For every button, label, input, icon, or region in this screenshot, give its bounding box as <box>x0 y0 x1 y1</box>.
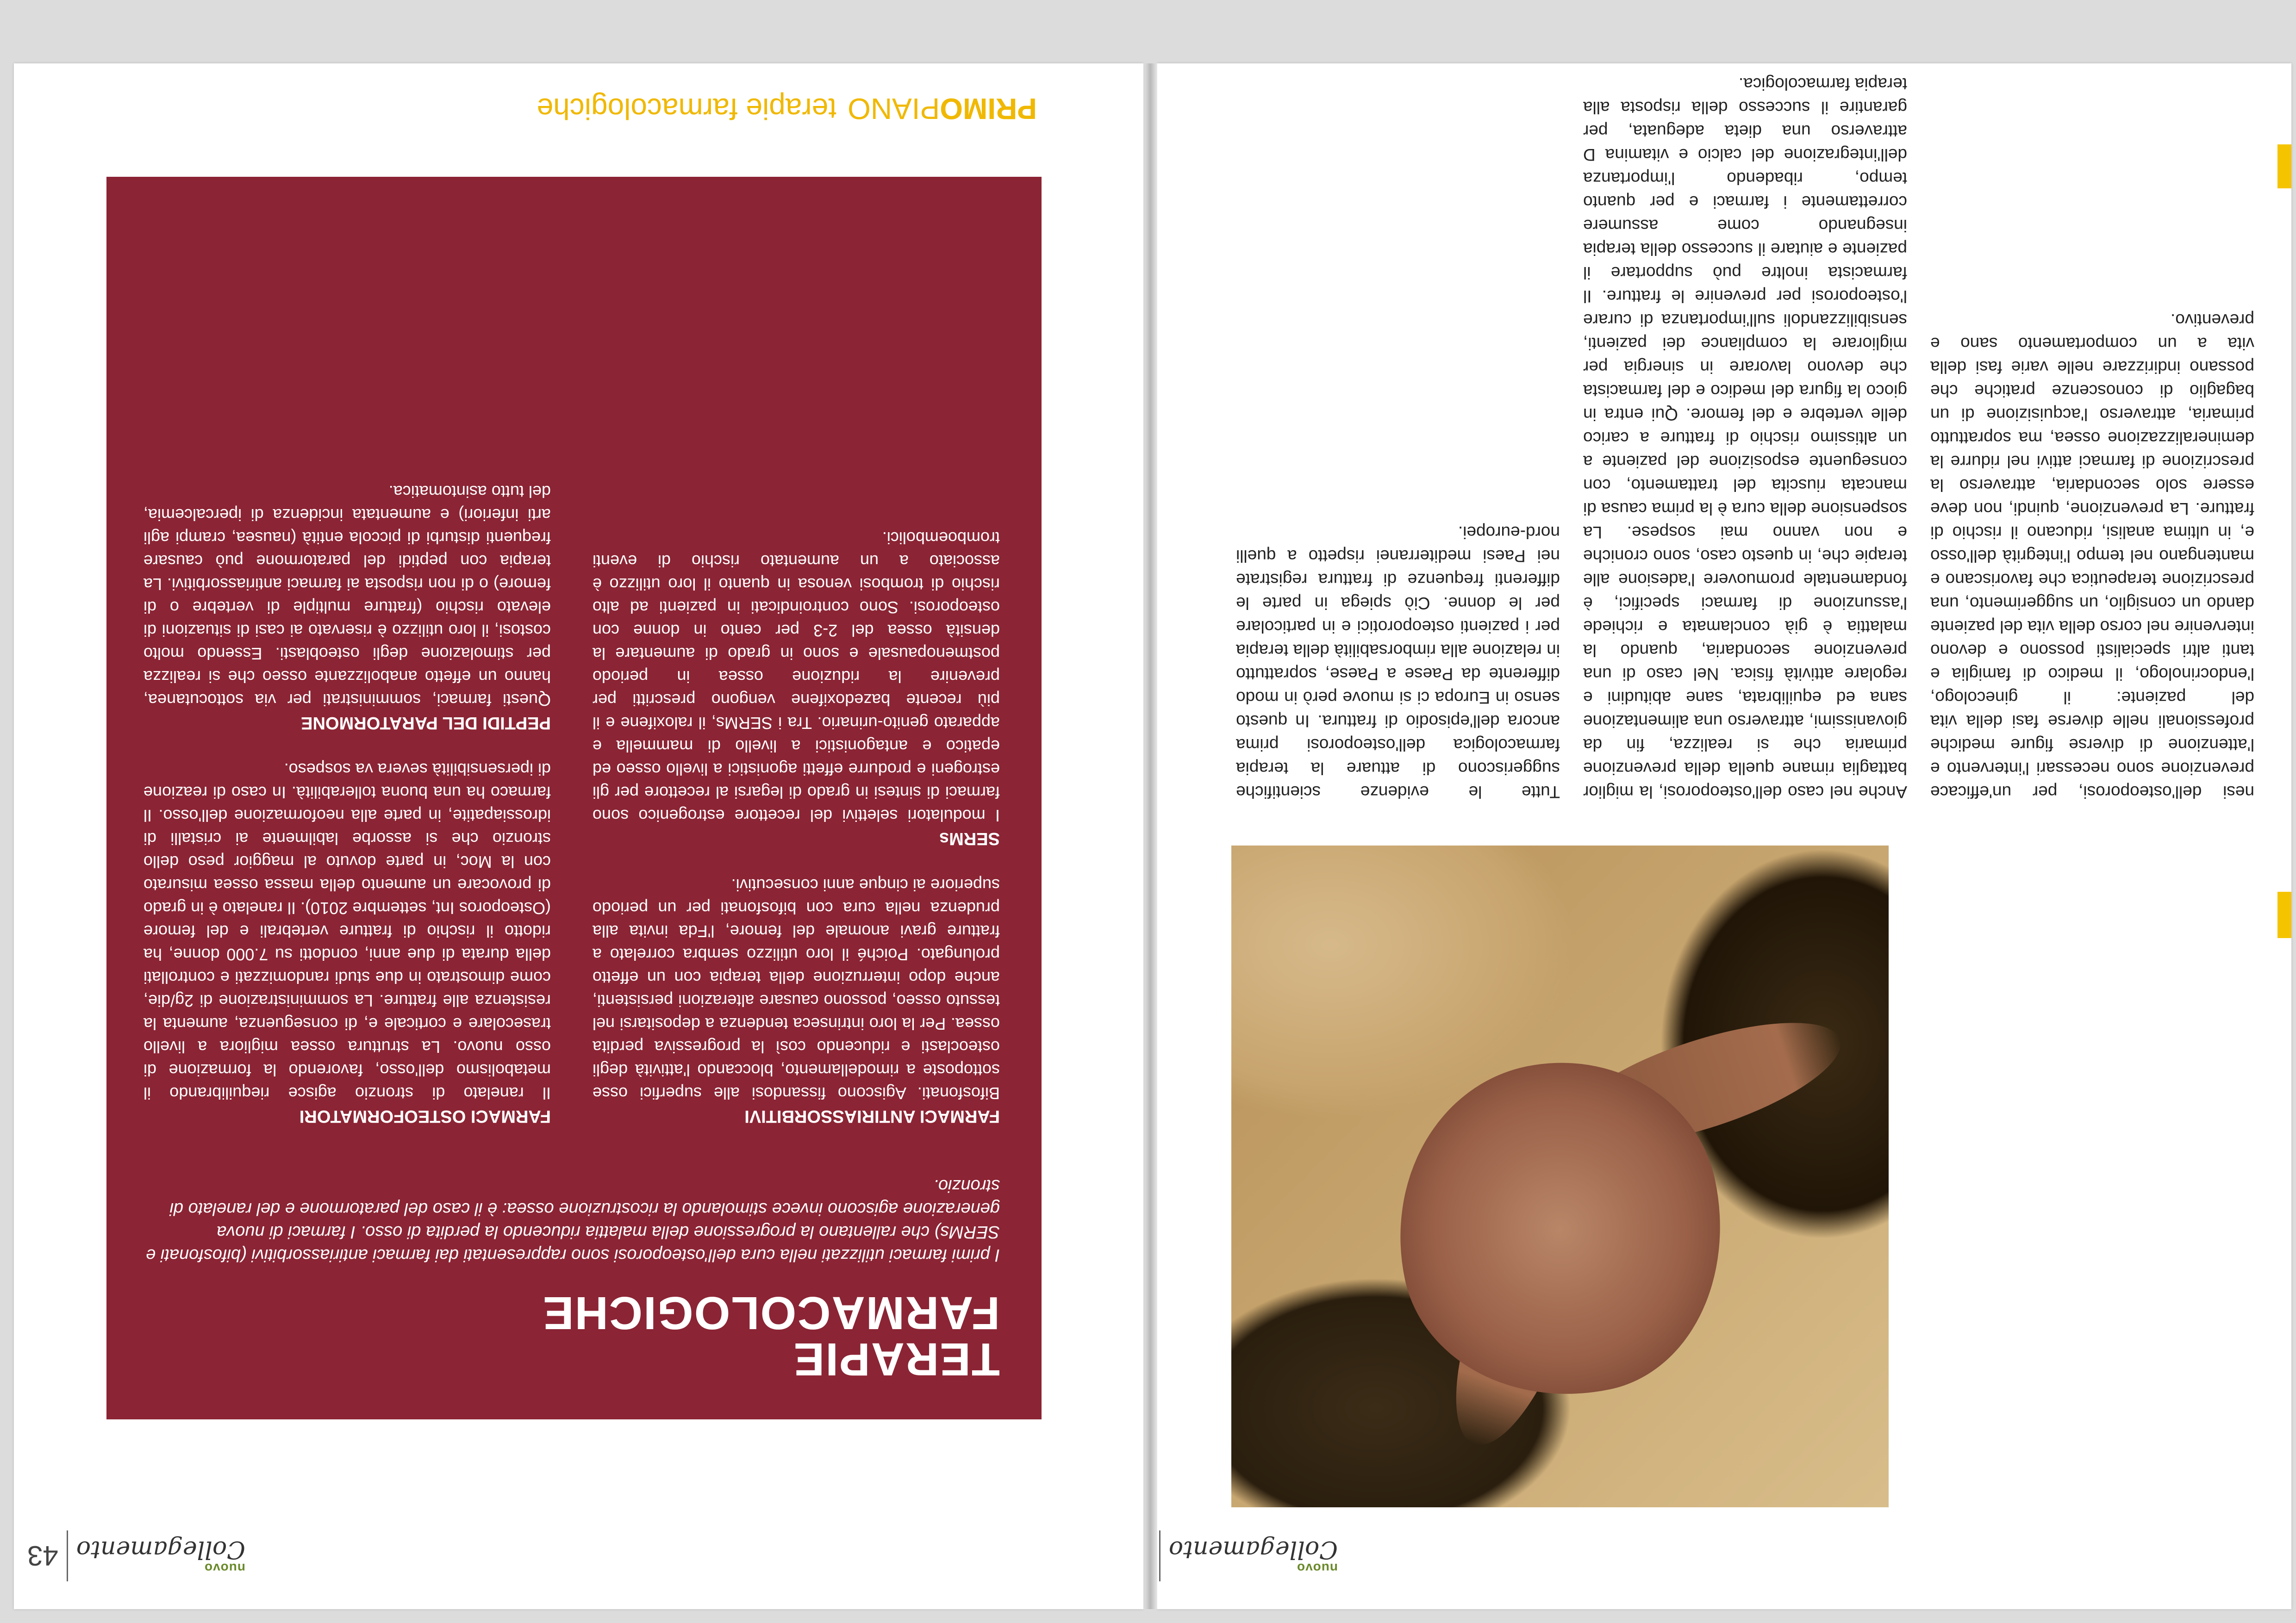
section-piano: PIANO <box>848 92 940 125</box>
logo-collegamento: Collegamento <box>1168 1536 1338 1563</box>
article-column-1 <box>1930 308 2254 804</box>
section-topic: terapie farmacologiche <box>537 92 837 125</box>
section-primo: PRIMO <box>940 92 1037 125</box>
section-heading: SERMs <box>939 829 1000 848</box>
article-paragraph: Tutte le evidenze scientifiche suggeriscono di attuare la terapia farmacologica dell'osteoporosi prima ancora dell'episodio di frattura. In questo senso in Europa ci si muove però in modo differente da Paese a Paese, soprattutto in relazione alla rimborsabilità della terapia per i pazienti osteoporotici e in particolare per le donne. Ciò spiega in parte le differenti frequenze di frattura registrate nei Paesi mediterranei rispetto a quelli nord-europei. <box>1236 523 1560 802</box>
article-column-2 <box>1583 72 1907 804</box>
section-text: I modulatori selettivi del recettore estrogenico sono farmaci di sintesi in grado di legarsi al recettore per gli estrogeni e produrre effetti agonistici a livello osseo ed epatico e antagonistici a livello di mammella e apparato genito-urinario. Tra i SERMs, il raloxifene e il più recente bazedoxifene vengono prescritti per prevenire la riduzione ossea in periodo postmenopausale e sono in grado di aumentare la densità ossea del 2-3 per cento in donne con osteoporosi. Sono controindicati in pazienti ad alto rischio di trombosi venosa in quanto il loro utilizzo è associato a un aumentato rischio di eventi tromboembolici. <box>593 529 1000 825</box>
section-header <box>537 94 1037 124</box>
page-42 <box>1157 63 2291 1609</box>
page-number: 43 <box>27 1540 58 1572</box>
section-heading: FARMACI OSTEOFORMATORI <box>299 1107 551 1126</box>
section-text: Il ranelato di stronzio agisce riequilibrando il metabolismo dell'osso, favorendo la formazione di osso nuovo. La struttura ossea migliora a livello trasecolare e corticale e, di conseguenza, aumenta la resistenza alle fratture. La somministrazione di 2g/die, come dimostrato in due studi randomizzati e controllati della durata di due anni, condotti su 7.000 donne, ha ridotto il rischio di fratture vertebrali e del femore (Osteoporos Int, settembre 2010). Il ranelato è in grado di provocare un aumento della massa ossea misurato con la Moc, in parte dovuto al maggior peso dello stronzio che si assorbe labilmente ai cristalli di idrossiapatite, in parte alla neoformazione dell'osso. Il farmaco ha una buona tollerabilità. In caso di reazione di ipersensibilità severa va sospeso. <box>144 760 551 1103</box>
yellow-marker <box>2277 892 2291 938</box>
therapies-box <box>106 177 1042 1419</box>
box-title-line-2: FARMACOLOGICHE <box>542 1287 1000 1339</box>
magazine-logo <box>76 1537 245 1574</box>
section-heading: PEPTIDI DEL PARATORMONE <box>301 713 551 733</box>
spread-gutter <box>1143 63 1157 1609</box>
box-title <box>542 1287 1000 1385</box>
section-text: Bifosfonati. Agiscono fissandosi alle superfici osse sottoposte a rimodellamento, bloccando l'attività degli osteoclasti e riducendo così la progressiva perdita ossea. Per la loro intrinseca tendenza a depositarsi nel tessuto osseo, possono causare alterazioni persistenti, anche dopo interruzione della terapia con un effetto prolungato. Poiché il loro utilizzo sembra correlato a fratture gravi anomale del femore, l'Fda invita alla prudenza nella cura con bifosfonati per un periodo superiore ai cinque anni consecutivi. <box>593 876 1000 1103</box>
folio-43 <box>27 1530 245 1581</box>
article-column-3 <box>1236 521 1560 804</box>
box-column-2 <box>144 457 551 1128</box>
folio-divider <box>67 1530 68 1581</box>
section-text: Questi farmaci, somministrati per via sottocutanea, hanno un effetto anabolizzante osseo che si realizza per stimolazione degli osteoblasti. Essendo molto costosi, il loro utilizzo è riservato ai casi di situazioni di elevato rischio (fratture multiple di vertebre o di femore) o di non risposta ai farmaci antiriassorbitivi. La terapia con peptidi del paratormone può causare frequenti disturbi di piccola entità (nausea, crampi agli arti inferiori) e aumentata incidenza di ipercalcemia, del tutto asintomatica. <box>144 482 551 709</box>
section-heading: FARMACI ANTIRIASSORBITIVI <box>744 1107 1000 1126</box>
box-column-1 <box>593 503 1000 1128</box>
logo-nuovo: nuovo <box>1297 1561 1338 1575</box>
box-title-line-1: TERAPIE <box>792 1333 1000 1385</box>
article-paragraph: nesi dell'osteoporosi, per un'efficace prevenzione sono necessari l'intervento e l'attenzione di diverse figure mediche professionali nelle diverse fasi della vita del paziente: il ginecologo, l'endocrinologo, il medico di famiglia e tanti altri specialisti possono e devono intervenire nel corso della vita del paziente dando un consiglio, un suggerimento, una prescrizione terapeutica che favoriscano e mantengano nel tempo l'integrità dell'osso e, in ultima analisi, riducano il rischio di fratture. La prevenzione, quindi, non deve essere solo secondaria, attraverso la prescrizione di farmaci attivi nel ridurre la demineralizzazione ossea, ma soprattutto primaria, attraverso l'acquisizione di un bagaglio di conoscenze pratiche che possano indirizzare nelle varie fasi della vita a un comportamento sano e preventivo. <box>1930 311 2254 802</box>
folio-divider <box>1159 1530 1160 1581</box>
bone-micrograph-image <box>1231 846 1889 1507</box>
logo-nuovo: nuovo <box>204 1561 245 1575</box>
article-paragraph: Anche nel caso dell'osteoporosi, la miglior battaglia rimane quella della prevenzione primaria che si realizza, fin da giovanissimi, attraverso una alimentazione sana ed equilibrata, sane abitudini e regolare attività fisica. Nel caso di una prevenzione secondaria, quando la malattia è già conclamata e richiede l'assunzione di farmaci specifici, è fondamentale promuovere l'adesione alle terapie che, in questo caso, sono croniche e non vanno mai sospese. La sospensione della cura è la prima causa di mancata riuscita del trattamento, con conseguente esposizione del paziente a un altissimo rischio di fratture a carico delle vertebre e del femore. Qui entra in gioco la figura del medico e del farmacista che devono lavorare in sinergia per migliorare la compliance dei pazienti, sensibilizzandoli sull'importanza di curare l'osteoporosi per prevenire le fratture. Il farmacista inoltre può supportare il paziente e aiutare il successo della terapia insegnando come assumere correttamente i farmaci e per quanto tempo, ribadendo l'importanza dell'integrazione del calcio e vitamina D attraverso una dieta adeguata, per garantire il successo della risposta alla terapia farmacologica. <box>1583 75 1907 802</box>
yellow-marker <box>2277 144 2291 188</box>
logo-collegamento: Collegamento <box>76 1536 245 1563</box>
magazine-logo <box>1169 1537 1338 1574</box>
box-intro: I primi farmaci utilizzati nella cura dell'osteoporosi sono rappresentati dai farmaci antiriassorbitivi (bifosfonati e SERMs) che rallentano la progressione della malattia riducendo la perdita di osso. I farmaci di nuova generazione agiscono invece stimolando la ricostruzione ossea: è il caso del paratormone e del ranelato di stronzio. <box>146 1176 1000 1265</box>
